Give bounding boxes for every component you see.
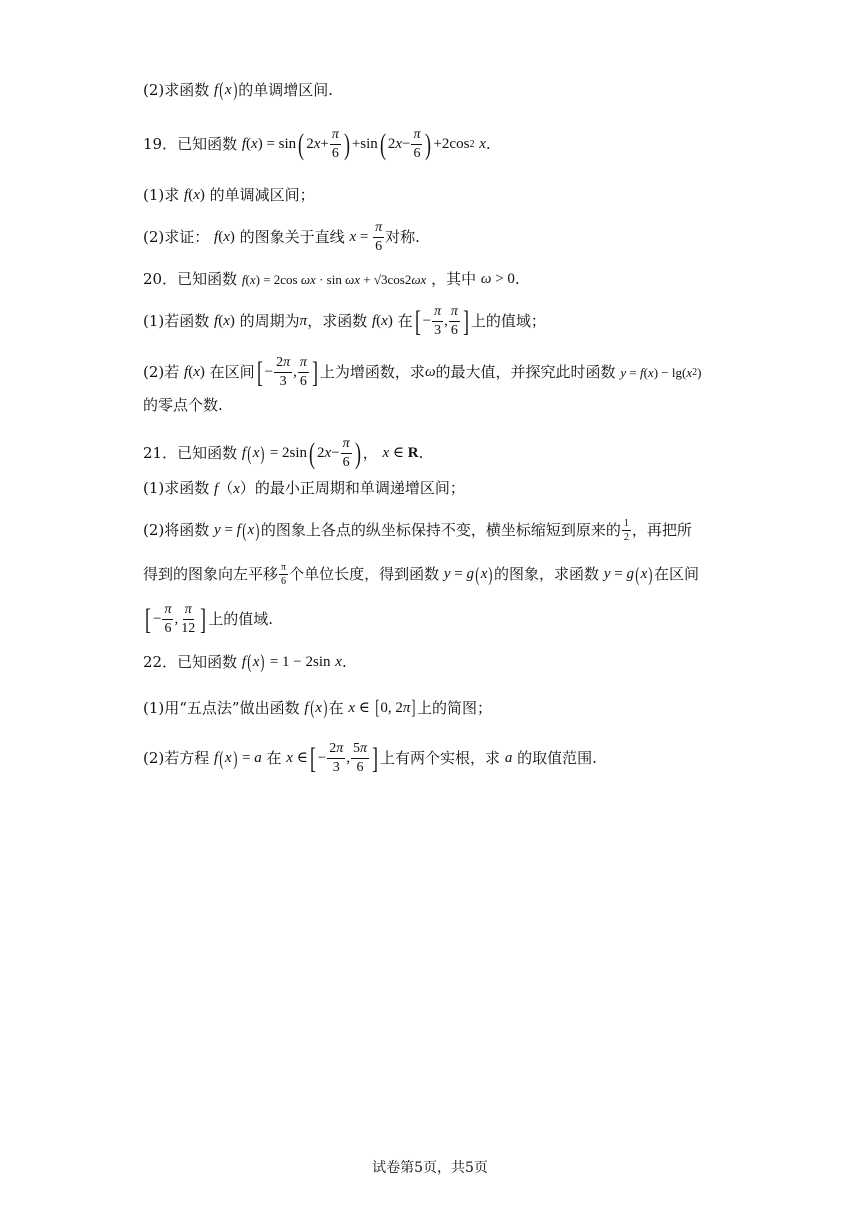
q20-part2-line2: 的零点个数. bbox=[143, 396, 223, 414]
q22-part1: (1)用“五点法”做出函数 f ( x ) 在 x ∈ [ 0, 2 π ] 上的简图； bbox=[143, 697, 493, 719]
q22-stem: 22．已知函数 f ( x ) = 1 − 2sin x . bbox=[143, 651, 347, 673]
page-footer: 试卷第5页，共5页 bbox=[372, 1160, 488, 1176]
q21-part1: (1)求函数 f（x）的最小正周期和单调递增区间； bbox=[143, 479, 465, 497]
q19-part1: (1)求 f ( x ) 的单调减区间； bbox=[143, 186, 315, 204]
q21-part2-line1: (2)将函数 y = f ( x ) 的图象上各点的纵坐标保持不变，横坐标缩短到原来的 $\frac{1}{2}$ ，再把所 bbox=[143, 518, 692, 543]
q19-stem: 19．已知函数 f ( x ) = sin ( 2 x + $\frac{\pi}{6}$ ) +sin ( 2 x − $\frac{\pi}{6}$ ) +2cos 2 x . bbox=[143, 127, 491, 161]
q22-part2: (2)若方程 f ( x ) = a 在 x ∈ [ − $\frac{2\pi}{3}$ , $\frac{5\pi}{6}$ ] 上有两个实根，求 a 的取值范围. bbox=[143, 741, 597, 775]
q21-stem: 21．已知函数 f ( x ) = 2sin ( 2 x − $\frac{\pi}{6}$ ) ， x ∈ R . bbox=[143, 436, 424, 470]
q21-part2-line3: [ − $\frac{\pi}{6}$ , $\frac{\pi}{12}$ ] 上的值域. bbox=[145, 602, 274, 636]
q20-stem: 20．已知函数 f ( x ) = 2cos ωx · sin ωx + √3cos2 ωx ，其中 ω > 0 . bbox=[143, 270, 520, 288]
q20-part2-line1: (2)若 f ( x ) 在区间 [ − $\frac{2\pi}{3}$ , $\frac{\pi}{6}$ ] 上为增函数，求 ω 的最大值，并探究此时函数 y = f ( x ) − lg( x 2 ) bbox=[143, 355, 702, 389]
q21-part2-line2: 得到的图象向左平移 $\frac{\pi}{6}$ 个单位长度，得到函数 y = g ( x ) 的图象，求函数 y = g ( x ) 在区间 bbox=[143, 562, 699, 587]
q20-part1: (1)若函数 f ( x ) 的周期为 π ，求函数 f ( x ) 在 [ − $\frac{\pi}{3}$ , $\frac{\pi}{6}$ ] 上的值域； bbox=[143, 304, 546, 338]
q18-part2: (2)求函数 f ( x ) 的单调增区间. bbox=[143, 79, 333, 101]
q19-part2: (2)求证： f ( x ) 的图象关于直线 x = $\frac{\pi}{6}$ 对称. bbox=[143, 220, 420, 254]
